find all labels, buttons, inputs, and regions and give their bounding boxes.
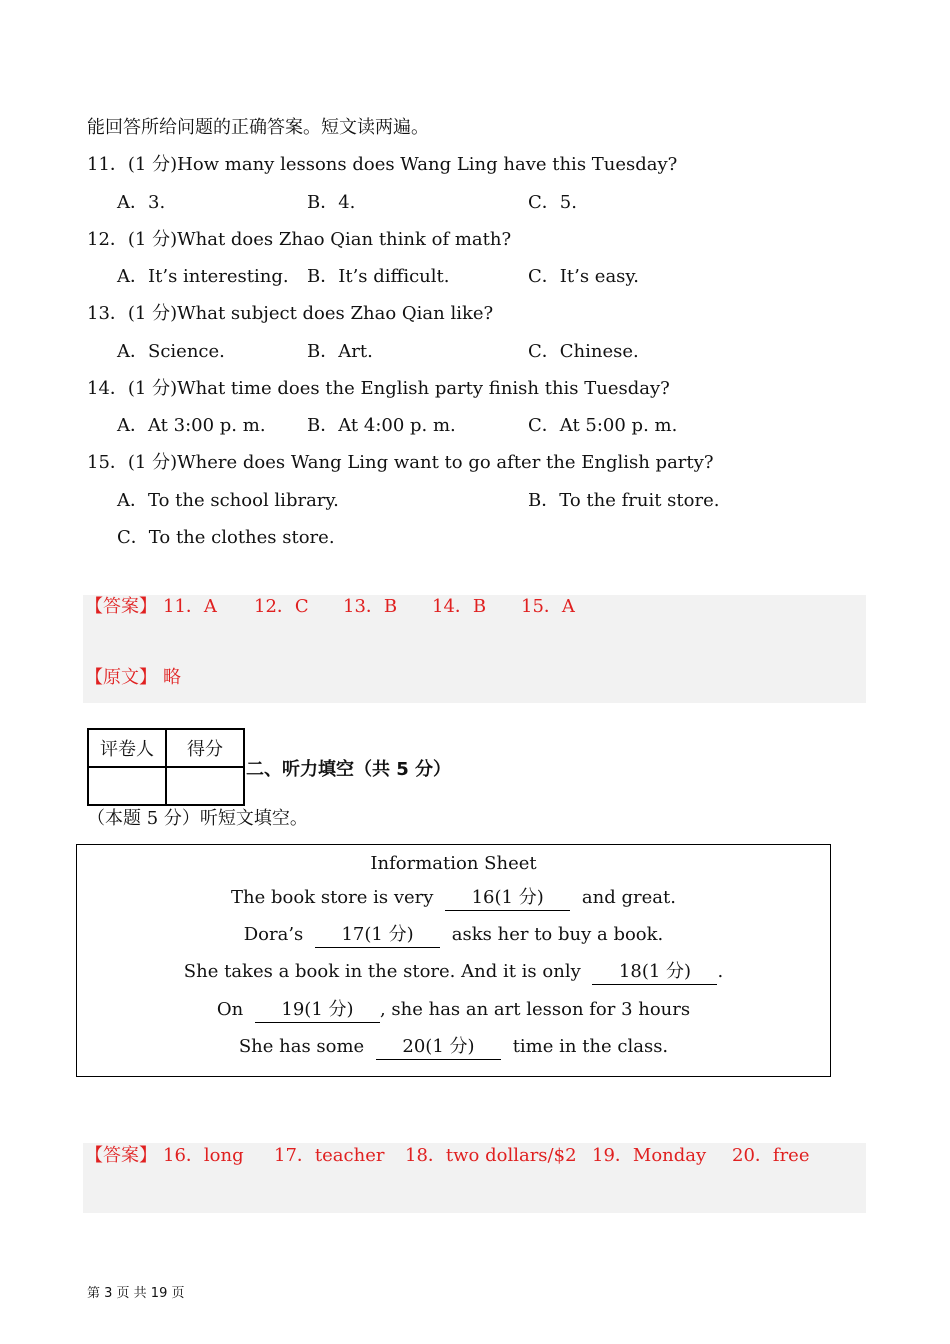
- q14-option-a: A．At 3:00 p. m.: [117, 415, 266, 436]
- line19-post: , she has an art lesson for 3 hours: [379, 999, 691, 1020]
- question-11-stem: 11．(1 分)How many lessons does Wang Ling have this Tuesday?: [87, 154, 678, 175]
- answer-19: 19．Monday: [592, 1145, 707, 1166]
- answer-12: 12．C: [254, 596, 309, 617]
- answer-20: 20．free: [732, 1145, 810, 1166]
- q13-option-c: C．Chinese.: [528, 341, 639, 362]
- line20-pre: She has some: [238, 1036, 365, 1057]
- answer-17: 17．teacher: [274, 1145, 385, 1166]
- original-text: 略: [163, 667, 181, 688]
- blank-17: 17(1 分): [315, 923, 440, 948]
- line16-post: and great.: [581, 887, 676, 908]
- line16-pre: The book store is very: [231, 887, 434, 908]
- answer-label: 【答案】: [85, 596, 157, 617]
- line17-pre: Dora’s: [243, 924, 304, 945]
- blank-18: 18(1 分): [592, 960, 717, 985]
- grader-cell: [88, 767, 166, 805]
- q13-option-a: A．Science.: [117, 341, 225, 362]
- q11-option-c: C．5.: [528, 192, 577, 213]
- info-line-20: [77, 1035, 830, 1060]
- answer-block-2: [83, 1143, 866, 1213]
- section-instruction: （本题 5 分）听短文填空。: [87, 808, 308, 829]
- answer-15: 15．A: [521, 596, 575, 617]
- q14-option-b: B．At 4:00 p. m.: [307, 415, 456, 436]
- q15-option-b: B．To the fruit store.: [528, 490, 720, 511]
- answer-block-1: [83, 595, 866, 703]
- info-sheet-title: Information Sheet: [370, 853, 537, 874]
- q15-option-c: C．To the clothes store.: [117, 527, 335, 548]
- score-header: 得分: [166, 729, 244, 767]
- q12-option-c: C．It’s easy.: [528, 266, 639, 287]
- answer-16: 16．long: [163, 1145, 244, 1166]
- info-line-16: [77, 886, 830, 911]
- question-14-stem: 14．(1 分)What time does the English party finish this Tuesday?: [87, 378, 670, 399]
- answer-11: 11．A: [163, 596, 217, 617]
- line19-pre: On: [216, 999, 244, 1020]
- line18-pre: She takes a book in the store. And it is only: [183, 961, 581, 982]
- information-sheet: [76, 844, 831, 1077]
- question-15-stem: 15．(1 分)Where does Wang Ling want to go after the English party?: [87, 452, 714, 473]
- line17-post: asks her to buy a book.: [451, 924, 664, 945]
- info-line-19: [77, 998, 830, 1023]
- blank-19: 19(1 分): [255, 998, 380, 1023]
- blank-20: 20(1 分): [376, 1035, 501, 1060]
- info-line-18: [77, 960, 830, 985]
- answer-18: 18．two dollars/$2: [405, 1145, 577, 1166]
- q13-option-b: B．Art.: [307, 341, 373, 362]
- q12-option-b: B．It’s difficult.: [307, 266, 450, 287]
- question-13-stem: 13．(1 分)What subject does Zhao Qian like?: [87, 303, 494, 324]
- grader-header: 评卷人: [88, 729, 166, 767]
- page-footer: 第 3 页 共 19 页: [87, 1286, 185, 1301]
- blank-16: 16(1 分): [445, 886, 570, 911]
- answer-label-2: 【答案】: [85, 1145, 157, 1166]
- score-cell: [166, 767, 244, 805]
- section-title: 二、听力填空（共 5 分）: [246, 759, 452, 780]
- q15-option-a: A．To the school library.: [117, 490, 339, 511]
- intro-text: 能回答所给问题的正确答案。短文读两遍。: [87, 117, 429, 138]
- question-12-stem: 12．(1 分)What does Zhao Qian think of math?: [87, 229, 512, 250]
- line20-post: time in the class.: [512, 1036, 669, 1057]
- info-line-17: [77, 923, 830, 948]
- q11-option-b: B．4.: [307, 192, 356, 213]
- answer-14: 14．B: [432, 596, 487, 617]
- answer-13: 13．B: [343, 596, 398, 617]
- q11-option-a: A．3.: [117, 192, 166, 213]
- q12-option-a: A．It’s interesting.: [117, 266, 289, 287]
- grader-table: [87, 728, 245, 806]
- q14-option-c: C．At 5:00 p. m.: [528, 415, 678, 436]
- line18-post: .: [717, 961, 724, 982]
- original-text-label: 【原文】: [85, 667, 157, 688]
